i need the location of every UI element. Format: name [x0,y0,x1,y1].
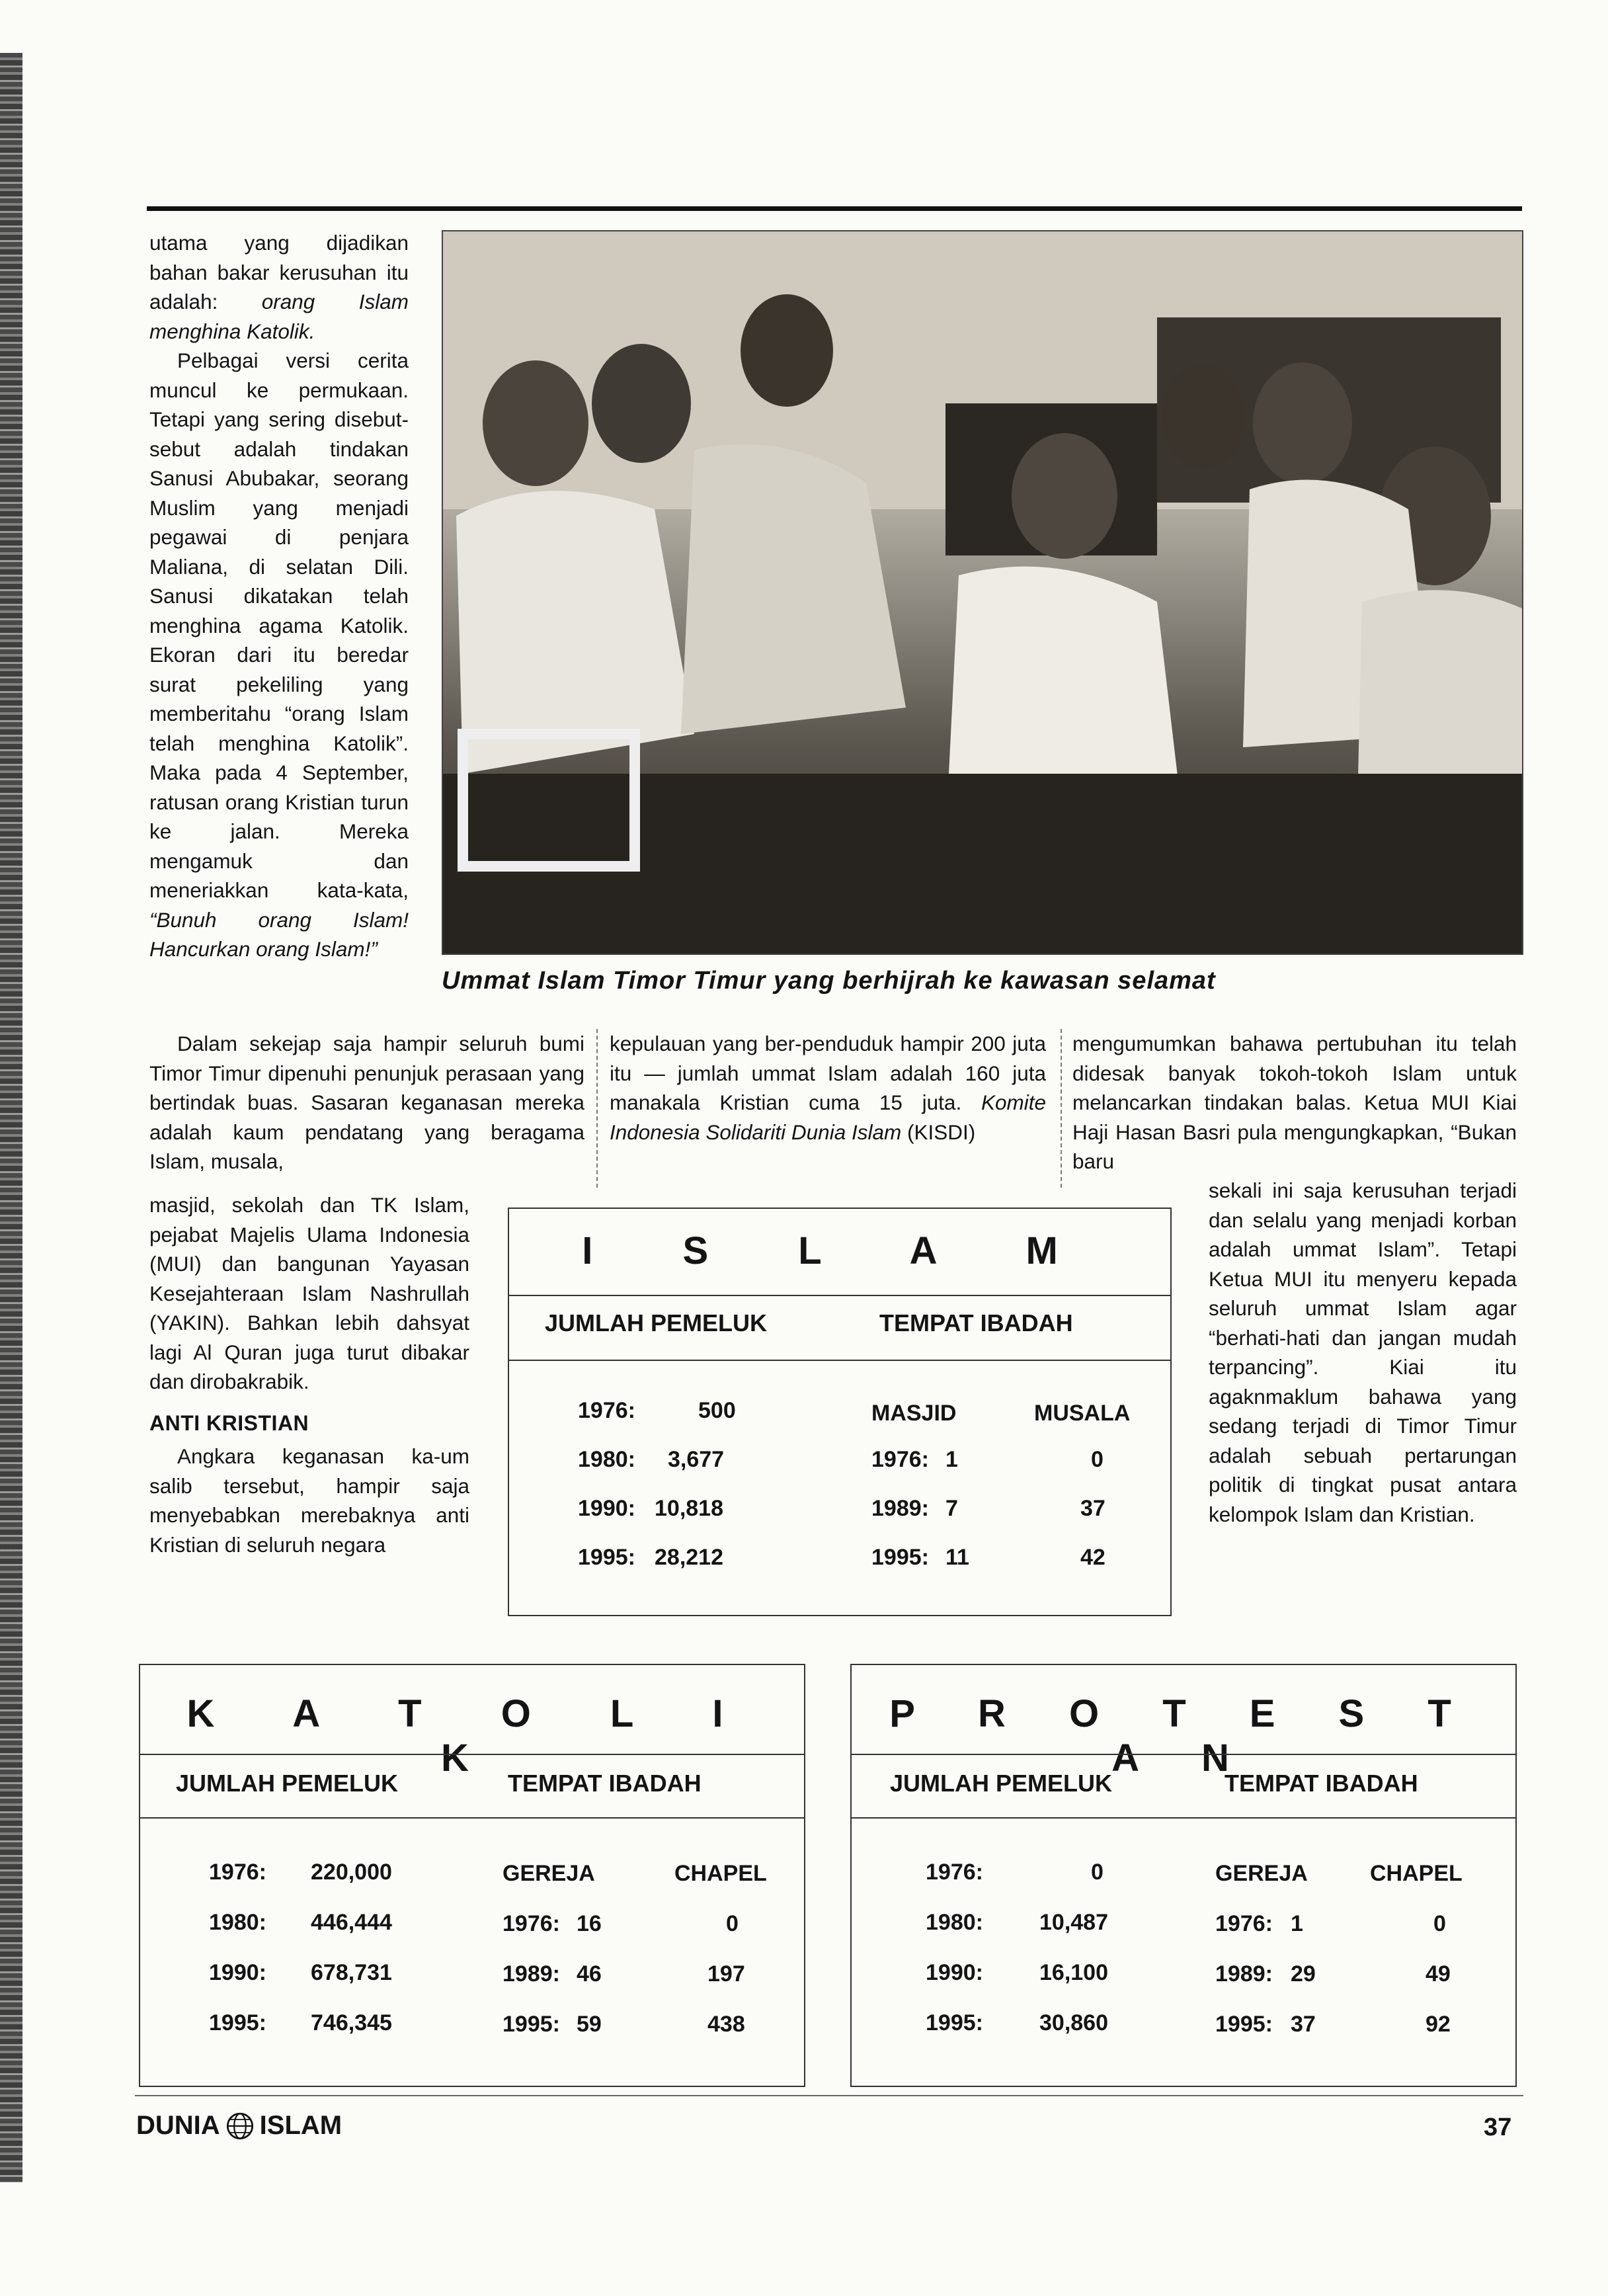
photo-caption: Ummat Islam Timor Timur yang berhijrah ke kawasan selamat [442,967,1216,995]
subheader-2: CHAPEL [1370,1861,1463,1886]
row-year-ibadah: 1989: [502,1961,560,1987]
article-column-d [1072,1029,1517,1176]
logo-word-2: ISLAM [259,2111,342,2140]
col-header-pemeluk: JUMLAH PEMELUK [176,1770,399,1797]
article-column-a [149,1029,584,1176]
magazine-logo [136,2111,342,2141]
article-column-left [149,228,409,964]
row-count: 678,731 [311,1960,392,1985]
group-photo [442,230,1523,955]
subheader-2: MUSALA [1034,1401,1131,1426]
row-value-2: 438 [707,2012,745,2037]
protestan-table [850,1664,1517,2087]
row-year-ibadah: 1989: [871,1496,929,1521]
row-value-1: 11 [945,1545,969,1570]
row-count: 746,345 [311,2010,392,2035]
row-value-2: 42 [1080,1545,1106,1570]
article-text: (KISDI) [901,1120,976,1144]
row-year: 1980: [926,1910,983,1935]
katolik-table [139,1664,805,2087]
row-year: 1976: [209,1860,266,1885]
article-text: sekali ini saja kerusuhan terjadi dan selalu yang menjadi korban adalah ummat Islam”. Tetapi Ketua MUI itu menyeru kepada seluruh ummat Islam agar “berhati-hati dan jangan mudah terpancing”. Kiai itu agaknmaklum bahawa yang sedang terjadi di Timor Timur adalah sebuah pertarungan politik di tingkat pusat antara kelompok Islam dan Kristian. [1209,1178,1517,1526]
islam-table [508,1208,1172,1616]
row-value-1: 16 [577,1911,602,1936]
column-divider [596,1029,598,1188]
row-value-2: 0 [1433,1911,1446,1936]
row-value-2: 37 [1080,1496,1106,1521]
logo-word-1: DUNIA [136,2111,220,2140]
row-value-2: 0 [1091,1447,1104,1472]
row-year: 1980: [578,1447,635,1472]
row-value-1: 1 [1291,1911,1303,1936]
globe-icon [225,2112,255,2141]
col-header-ibadah: TEMPAT IBADAH [508,1770,702,1797]
footer-rule [135,2095,1523,2096]
row-count: 16,100 [1039,1960,1108,1985]
row-year-ibadah: 1976: [502,1911,560,1936]
row-value-2: 197 [707,1961,745,1987]
row-year: 1990: [578,1496,635,1521]
row-year: 1980: [209,1910,266,1935]
row-count: 30,860 [1039,2010,1108,2035]
column-divider [1061,1029,1062,1188]
row-year-ibadah: 1995: [871,1545,929,1570]
article-text: Angkara keganasan ka-um salib tersebut, hampir saja menyebabkan merebaknya anti Kristian di seluruh negara [149,1444,469,1557]
row-year-ibadah: 1995: [1215,2012,1273,2037]
row-year-ibadah: 1976: [871,1447,929,1472]
table-title: P R O T E S T A N [889,1692,1478,1780]
article-column-c [610,1029,1046,1147]
subheader-2: CHAPEL [674,1861,767,1886]
row-year-ibadah: 1976: [1215,1911,1273,1936]
row-value-2: 49 [1426,1961,1451,1987]
article-quote: “Bunuh orang Islam! Hancurkan orang Islam!” [149,907,409,961]
page-number: 37 [1484,2113,1512,2141]
article-text: utama yang dijadikan bahan bakar kerusuhan itu adalah: [149,231,409,313]
row-year: 1990: [209,1960,266,1985]
row-year: 1990: [926,1960,983,1985]
row-value-2: 92 [1426,2012,1451,2037]
top-rule [147,206,1522,211]
col-header-ibadah: TEMPAT IBADAH [1225,1770,1418,1797]
subheader-1: GEREJA [502,1861,595,1886]
row-count: 10,818 [655,1496,723,1521]
article-text: masjid, sekolah dan TK Islam, pejabat Majelis Ulama Indonesia (MUI) dan bangunan Yayasan Kesejahteraan Islam Nashrullah (YAKIN). Bahkan lebih dahsyat lagi Al Quran juga turut dibakar dan dirobakrabik. [149,1193,469,1393]
row-year: 1995: [926,2010,983,2035]
row-year: 1976: [578,1398,635,1423]
row-count: 10,487 [1039,1910,1108,1935]
col-header-ibadah: TEMPAT IBADAH [879,1309,1073,1336]
col-header-pemeluk: JUMLAH PEMELUK [890,1770,1113,1797]
row-count: 220,000 [311,1860,392,1885]
col-header-pemeluk: JUMLAH PEMELUK [545,1309,768,1336]
table-title: K A T O L I K [186,1692,758,1780]
article-text: mengumumkan bahawa pertubuhan itu telah didesak banyak tokoh-tokoh Islam untuk melancarkan tindakan balas. Ketua MUI Kiai Haji Hasan Basri pula mengungkapkan, “Bukan baru [1072,1032,1517,1173]
article-text: Dalam sekejap saja hampir seluruh bumi Timor Timur dipenuhi penunjuk perasaan yang bertindak buas. Sasaran keganasan mereka adalah kaum pendatang yang beragama Islam, musala, [149,1032,584,1173]
row-count: 0 [1091,1860,1104,1885]
subheader-1: MASJID [871,1401,957,1426]
article-quote: orang Islam menghina Katolik. [149,290,409,343]
row-value-2: 0 [726,1911,739,1936]
row-value-1: 29 [1291,1961,1316,1987]
row-count: 500 [698,1398,736,1423]
subheader-1: GEREJA [1215,1861,1308,1886]
row-year: 1995: [209,2010,266,2035]
row-value-1: 37 [1291,2012,1316,2037]
article-quote: Komite Indonesia Solidariti Dunia Islam [610,1090,1046,1144]
row-value-1: 1 [945,1447,958,1472]
row-value-1: 46 [577,1961,602,1987]
row-year-ibadah: 1989: [1215,1961,1273,1987]
article-text: kepulauan yang ber-penduduk hampir 200 juta itu — jumlah ummat Islam adalah 160 juta manakala Kristian cuma 15 juta. [610,1032,1046,1114]
section-heading: ANTI KRISTIAN [149,1411,309,1435]
row-count: 446,444 [311,1910,392,1935]
binding-edge [0,53,22,2182]
article-column-b [149,1190,469,1559]
row-value-1: 59 [577,2012,602,2037]
row-year: 1995: [578,1545,635,1570]
row-year-ibadah: 1995: [502,2012,560,2037]
row-count: 28,212 [655,1545,723,1570]
row-value-1: 7 [945,1496,958,1521]
article-column-e [1209,1176,1517,1529]
article-text: Pelbagai versi cerita muncul ke permukaan. Tetapi yang sering disebut-sebut adalah tindakan Sanusi Abubakar, seorang Muslim yang menjadi pegawai di penjara Maliana, di selatan Dili. Sanusi dikatakan telah menghina agama Katolik. Ekoran dari itu beredar surat pekeliling yang memberitahu “orang Islam telah menghina Katolik”. Maka pada 4 September, ratusan orang Kristian turun ke jalan. Mereka mengamuk dan meneriakkan kata-kata, [149,348,409,902]
row-count: 3,677 [668,1447,725,1472]
row-year: 1976: [926,1860,983,1885]
table-title: I S L A M [582,1229,1098,1272]
